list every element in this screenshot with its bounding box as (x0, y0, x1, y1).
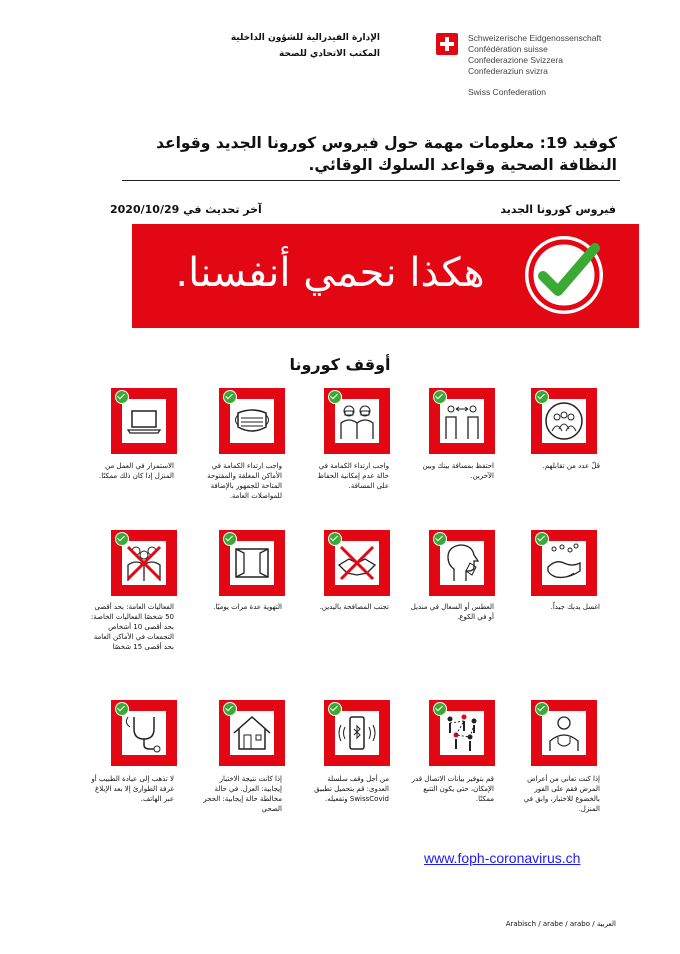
tile-caption: احتفظ بمسافة بينك وبين الآخرين. (422, 462, 494, 480)
window-icon (230, 541, 274, 585)
tile-isolation (219, 700, 285, 766)
check-badge-icon (115, 532, 129, 546)
confed-english: Swiss Confederation (468, 87, 546, 97)
check-badge-icon (223, 390, 237, 404)
department-line-1: الإدارة الفيدرالية للشؤون الداخلية (230, 33, 380, 43)
tile-gatherings (111, 530, 177, 596)
check-badge-icon (433, 390, 447, 404)
checkmark-icon (525, 236, 603, 314)
check-badge-icon (328, 532, 342, 546)
no-handshake-icon (335, 541, 379, 585)
tile-symptoms (531, 700, 597, 766)
section-title: أوقف كورونا (289, 355, 391, 374)
check-badge-icon (535, 532, 549, 546)
last-updated: آخر تحديث في 2020/10/29 (110, 203, 262, 216)
language-label: العربية / Arabisch / arabe / arabo (505, 920, 616, 928)
check-badge-icon (115, 702, 129, 716)
wash-hands-icon (542, 541, 586, 585)
contact-tracing-icon (440, 711, 484, 755)
tile-reduce-contacts (531, 388, 597, 454)
check-badge-icon (433, 532, 447, 546)
topic-label: فيروس كورونا الجديد (500, 203, 616, 216)
tile-caption: الفعاليات العامة: بحد أقصى 50 شخصًا الفعاليات الخاصة: بحد أقصى 10 أشخاص التجمعات في الأماكن العامة بحد أقصى 15 شخصًا (90, 603, 174, 651)
swiss-flag-icon (436, 33, 458, 55)
tile-wash-hands (531, 530, 597, 596)
tile-caption: قم بتوفير بيانات الاتصال قدر الإمكان، حتى يكون التتبع ممكنًا. (411, 775, 494, 803)
no-gathering-icon (122, 541, 166, 585)
tile-caption: التهوية عدة مرات يوميًا. (213, 603, 282, 611)
department-name (230, 30, 380, 62)
check-badge-icon (433, 702, 447, 716)
mask-icon (230, 399, 274, 443)
page-title: كوفيد 19: معلومات مهمة حول فيروس كورونا الجديد وقواعد النظافة الصحية وقواعد السلوك الوقائي. (156, 134, 617, 174)
check-badge-icon (535, 702, 549, 716)
tile-caption: من أجل وقف سلسلة العدوى: قم بتحميل تطبيق SwissCovid وتفعيله. (314, 775, 389, 803)
stethoscope-icon (122, 711, 166, 755)
tile-mask-distance (324, 388, 390, 454)
masks-people-icon (335, 399, 379, 443)
check-badge-icon (223, 702, 237, 716)
check-badge-icon (115, 390, 129, 404)
doctor-icon (542, 711, 586, 755)
title-divider (122, 180, 620, 181)
tile-call-first (111, 700, 177, 766)
website-link[interactable]: www.foph-coronavirus.ch (424, 850, 581, 866)
laptop-icon (122, 399, 166, 443)
tile-caption: اغسل يديك جيداً. (550, 603, 600, 611)
tile-caption: تجنب المصافحة باليدين. (319, 603, 389, 611)
sneeze-icon (440, 541, 484, 585)
confederation-logo-text (468, 33, 601, 98)
phone-app-icon (335, 711, 379, 755)
tile-caption: العطس أو السعال في منديل أو في الكوع. (410, 603, 494, 621)
tile-caption: لا تذهب إلى عيادة الطبيب أو غرفة الطوارئ إلا بعد الإبلاغ عبر الهاتف. (91, 775, 174, 803)
tile-caption: قلّ عدد من تقابلهم. (542, 462, 600, 470)
tile-contact-tracing (429, 700, 495, 766)
confed-line: Schweizerische Eidgenossenschaft (468, 33, 602, 43)
distance-icon (440, 399, 484, 443)
tile-caption: إذا كانت نتيجة الاختبار إيجابية: العزل. في حالة مخالطة حالة إيجابية: الحجر الصحي (203, 775, 282, 813)
tile-caption: واجب ارتداء الكمامة في حالة عدم إمكانية الحفاظ على المسافة. (317, 462, 389, 490)
confed-line: Confédération suisse (468, 44, 548, 54)
check-badge-icon (223, 532, 237, 546)
tile-distance (429, 388, 495, 454)
department-line-2: المكتب الاتحادي للصحة (279, 49, 380, 59)
check-badge-icon (328, 702, 342, 716)
banner-slogan: هكذا نحمي أنفسنا. (175, 250, 485, 296)
confed-line: Confederazione Svizzera (468, 55, 563, 65)
people-group-icon (542, 399, 586, 443)
tile-mask-public (219, 388, 285, 454)
tile-swisscovid-app (324, 700, 390, 766)
check-badge-icon (535, 390, 549, 404)
tile-caption: إذا كنت تعاني من أعراض المرض فقم على الفور بالخضوع للاختبار، وابق في المنزل. (523, 775, 600, 813)
tile-caption: الاستمرار في العمل من المنزل إذا كان ذلك ممكنًا. (99, 462, 174, 480)
tile-no-handshake (324, 530, 390, 596)
tile-ventilate (219, 530, 285, 596)
tile-home-office (111, 388, 177, 454)
tile-sneeze (429, 530, 495, 596)
confed-line: Confederaziun svizra (468, 66, 548, 76)
house-icon (230, 711, 274, 755)
tile-caption: واجب ارتداء الكمامة في الأماكن المغلقة والمفتوحة المتاحة للجمهور بالإضافة للمواصلات العامة. (207, 462, 282, 500)
check-badge-icon (328, 390, 342, 404)
